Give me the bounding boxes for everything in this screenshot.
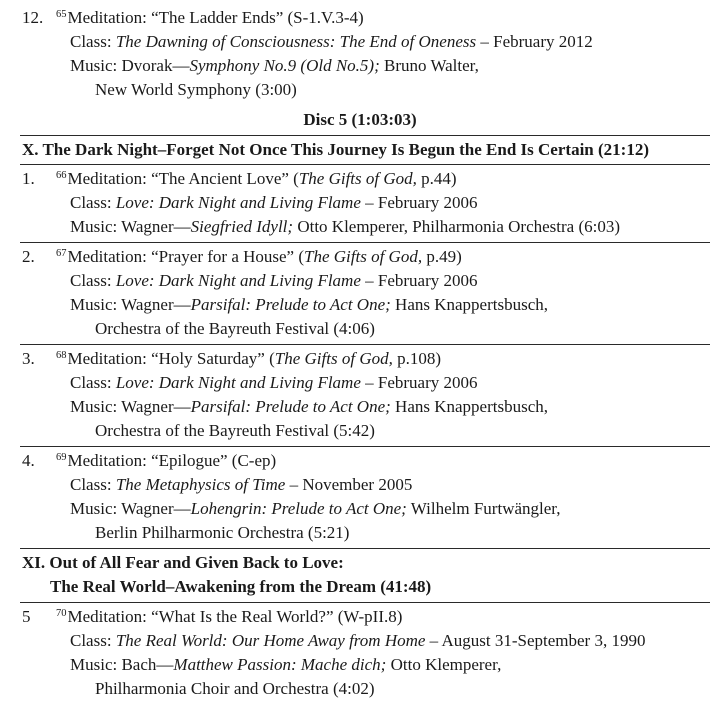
music-label: Music: Wagner— bbox=[70, 217, 191, 236]
divider bbox=[20, 135, 710, 136]
music-performer: Hans Knappertsbusch, bbox=[390, 397, 549, 416]
meditation-title: “What Is the Real World?” bbox=[151, 607, 334, 626]
class-label: Class: bbox=[70, 193, 116, 212]
music-label: Music: Dvorak— bbox=[70, 56, 190, 75]
divider bbox=[20, 164, 710, 165]
section-heading-xi-continuation: The Real World–Awakening from the Dream (41:48) bbox=[50, 577, 432, 596]
music-line bbox=[0, 653, 720, 677]
meditation-label: Meditation: bbox=[67, 607, 152, 626]
music-work: Parsifal: Prelude to Act One; bbox=[190, 295, 391, 314]
divider bbox=[20, 446, 710, 447]
footnote-number: 70 bbox=[56, 608, 67, 619]
music-performer: Hans Knappertsbusch, bbox=[390, 295, 549, 314]
class-title: The Dawning of Consciousness: The End of Oneness bbox=[115, 32, 477, 51]
footnote-number: 69 bbox=[56, 452, 67, 463]
music-continuation: New World Symphony (3:00) bbox=[95, 80, 297, 99]
class-date: – February 2006 bbox=[360, 193, 478, 212]
track-number: 12. bbox=[22, 8, 44, 27]
track-entry bbox=[0, 347, 720, 443]
music-continuation: Berlin Philharmonic Orchestra (5:21) bbox=[95, 523, 350, 542]
music-label: Music: Wagner— bbox=[70, 397, 191, 416]
music-continuation: Orchestra of the Bayreuth Festival (5:42) bbox=[95, 421, 375, 440]
music-continuation: Orchestra of the Bayreuth Festival (4:06) bbox=[95, 319, 375, 338]
meditation-ref: (W-pII.8) bbox=[333, 607, 403, 626]
class-title: The Metaphysics of Time bbox=[115, 475, 286, 494]
ref-page: p.108) bbox=[392, 349, 442, 368]
section-heading-x: X. The Dark Night–Forget Not Once This Journey Is Begun the End Is Certain (21:12) bbox=[22, 140, 649, 159]
class-date: – February 2012 bbox=[476, 32, 593, 51]
footnote-number: 66 bbox=[56, 170, 67, 181]
track-number: 2. bbox=[22, 247, 35, 266]
section-heading-xi: XI. Out of All Fear and Given Back to Love: bbox=[22, 553, 344, 572]
track-entry bbox=[0, 245, 720, 341]
music-performer: Bruno Walter, bbox=[379, 56, 479, 75]
meditation-label: Meditation: bbox=[67, 247, 152, 266]
meditation-line bbox=[0, 6, 720, 30]
class-title: Love: Dark Night and Living Flame bbox=[115, 193, 361, 212]
ref-page: p.44) bbox=[416, 169, 457, 188]
ref-book: The Gifts of God, bbox=[274, 349, 393, 368]
meditation-line bbox=[0, 449, 720, 473]
music-line bbox=[0, 395, 720, 419]
divider bbox=[20, 344, 710, 345]
class-label: Class: bbox=[70, 373, 116, 392]
meditation-title: “The Ancient Love” bbox=[151, 169, 289, 188]
ref-page: p.49) bbox=[422, 247, 462, 266]
meditation-ref: (S-1.V.3-4) bbox=[283, 8, 364, 27]
class-line bbox=[0, 30, 720, 54]
track-listing-document bbox=[0, 6, 720, 701]
meditation-ref: (C-ep) bbox=[227, 451, 277, 470]
meditation-label: Meditation: bbox=[67, 8, 152, 27]
music-label: Music: Wagner— bbox=[70, 499, 191, 518]
class-label: Class: bbox=[70, 32, 116, 51]
track-entry bbox=[0, 449, 720, 545]
class-label: Class: bbox=[70, 271, 116, 290]
meditation-line bbox=[0, 347, 720, 371]
track-number: 3. bbox=[22, 349, 35, 368]
music-performer: Wilhelm Furtwängler, bbox=[406, 499, 561, 518]
music-label: Music: Wagner— bbox=[70, 295, 191, 314]
ref-open: ( bbox=[264, 349, 275, 368]
meditation-label: Meditation: bbox=[67, 169, 152, 188]
class-date: – February 2006 bbox=[360, 271, 478, 290]
meditation-label: Meditation: bbox=[67, 349, 152, 368]
music-line bbox=[0, 293, 720, 317]
track-number: 4. bbox=[22, 451, 35, 470]
music-line bbox=[0, 497, 720, 521]
class-date: – February 2006 bbox=[360, 373, 478, 392]
class-label: Class: bbox=[70, 631, 116, 650]
music-continuation: Philharmonia Choir and Orchestra (4:02) bbox=[95, 679, 375, 698]
class-title: The Real World: Our Home Away from Home bbox=[115, 631, 426, 650]
class-title: Love: Dark Night and Living Flame bbox=[115, 271, 361, 290]
class-line bbox=[0, 191, 720, 215]
divider bbox=[20, 602, 710, 603]
class-line bbox=[0, 371, 720, 395]
meditation-title: “Prayer for a House” bbox=[151, 247, 295, 266]
music-line bbox=[0, 215, 720, 239]
meditation-line bbox=[0, 245, 720, 269]
track-entry bbox=[0, 6, 720, 102]
footnote-number: 68 bbox=[56, 350, 67, 361]
meditation-line bbox=[0, 605, 720, 629]
meditation-line bbox=[0, 167, 720, 191]
music-work: Parsifal: Prelude to Act One; bbox=[190, 397, 391, 416]
class-date: – August 31-September 3, 1990 bbox=[425, 631, 646, 650]
ref-book: The Gifts of God, bbox=[298, 169, 417, 188]
music-work: Lohengrin: Prelude to Act One; bbox=[190, 499, 407, 518]
footnote-number: 67 bbox=[56, 248, 67, 259]
meditation-title: “The Ladder Ends” bbox=[151, 8, 284, 27]
music-work: Symphony No.9 (Old No.5); bbox=[189, 56, 380, 75]
disc-heading: Disc 5 (1:03:03) bbox=[303, 110, 417, 129]
music-work: Siegfried Idyll; bbox=[190, 217, 294, 236]
meditation-title: “Epilogue” bbox=[151, 451, 228, 470]
footnote-number: 65 bbox=[56, 9, 67, 20]
ref-book: The Gifts of God, bbox=[304, 247, 423, 266]
divider bbox=[20, 548, 710, 549]
track-entry bbox=[0, 167, 720, 239]
track-entry bbox=[0, 605, 720, 701]
music-label: Music: Bach— bbox=[70, 655, 174, 674]
class-line bbox=[0, 629, 720, 653]
class-date: – November 2005 bbox=[285, 475, 413, 494]
class-line bbox=[0, 269, 720, 293]
class-title: Love: Dark Night and Living Flame bbox=[115, 373, 361, 392]
music-work: Matthew Passion: Mache dich; bbox=[173, 655, 387, 674]
ref-open: ( bbox=[294, 247, 305, 266]
music-line bbox=[0, 54, 720, 78]
meditation-title: “Holy Saturday” bbox=[151, 349, 265, 368]
music-performer: Otto Klemperer, Philharmonia Orchestra (6:03) bbox=[293, 217, 621, 236]
class-label: Class: bbox=[70, 475, 116, 494]
class-line bbox=[0, 473, 720, 497]
divider bbox=[20, 242, 710, 243]
track-number: 1. bbox=[22, 169, 35, 188]
meditation-label: Meditation: bbox=[67, 451, 152, 470]
track-number: 5 bbox=[22, 607, 31, 626]
music-performer: Otto Klemperer, bbox=[386, 655, 502, 674]
ref-open: ( bbox=[288, 169, 299, 188]
